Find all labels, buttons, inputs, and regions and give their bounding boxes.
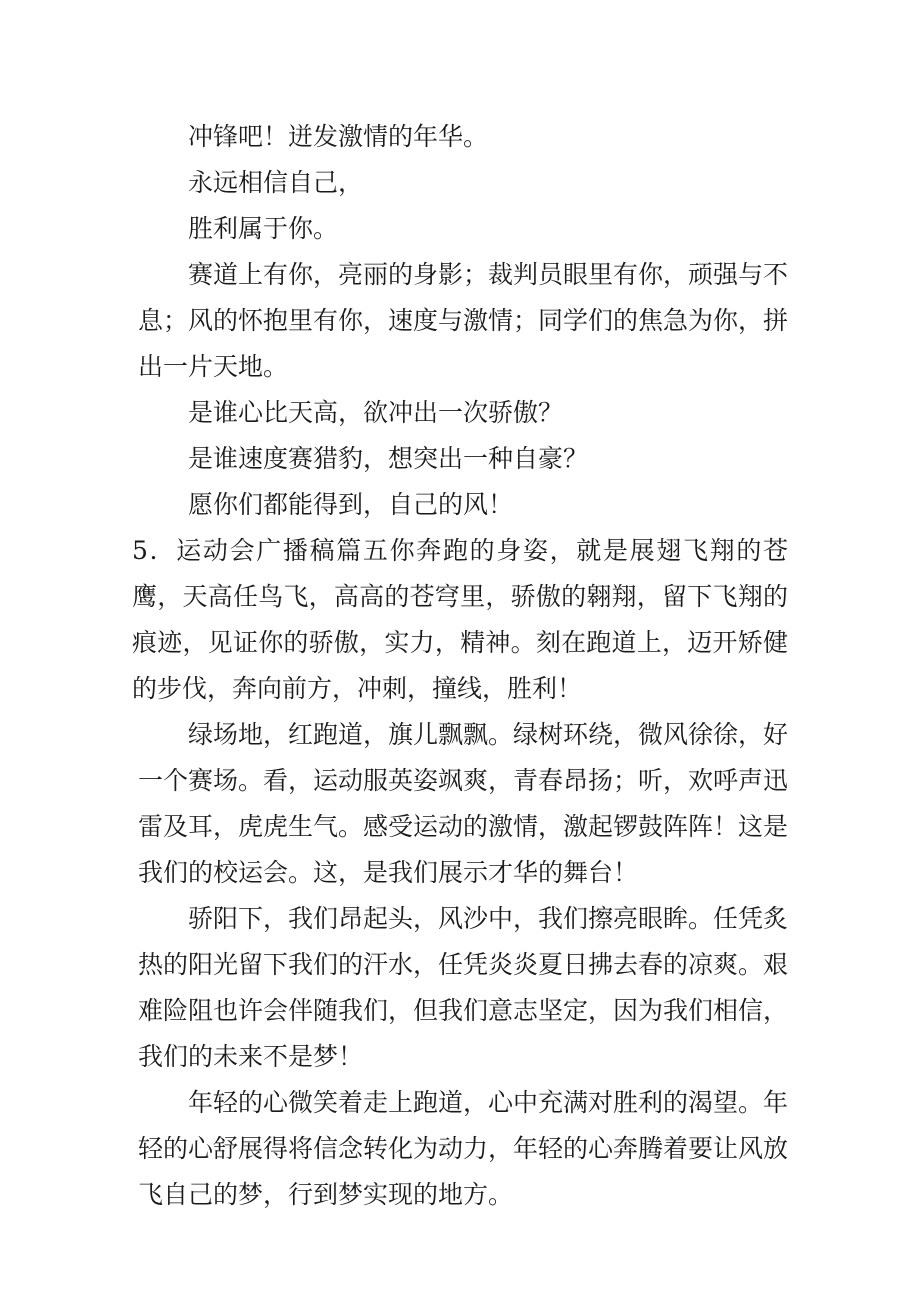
poem-line: 是谁心比天高，欲冲出一次骄傲？ bbox=[188, 398, 564, 427]
poem-line: 冲锋吧！迸发激情的年华。 bbox=[188, 122, 489, 151]
paragraph: 骄阳下，我们昂起头，风沙中，我们擦亮眼眸。任凭炙热的阳光留下我们的汗水，任凭炎炎夏日拂去春的凉爽。艰难险阻也许会伴随我们，但我们意志坚定，因为我们相信，我们的未来不是梦！ bbox=[138, 904, 789, 1071]
poem-line: 胜利属于你。 bbox=[188, 214, 339, 243]
poem-line: 愿你们都能得到，自己的风！ bbox=[188, 490, 514, 519]
poem-line: 永远相信自己， bbox=[188, 168, 364, 197]
poem-line: 是谁速度赛猎豹，想突出一种自豪？ bbox=[188, 444, 589, 473]
paragraph: 赛道上有你，亮丽的身影；裁判员眼里有你，顽强与不息；风的怀抱里有你，速度与激情；同学们的焦急为你，拼出一片天地。 bbox=[138, 260, 789, 381]
document-body bbox=[132, 114, 789, 1218]
paragraph: 绿场地，红跑道，旗儿飘飘。绿树环绕，微风徐徐，好一个赛场。看，运动服英姿飒爽，青春昂扬；听，欢呼声迅雷及耳，虎虎生气。感受运动的激情，激起锣鼓阵阵！这是我们的校运会。这，是我们展示才华的舞台！ bbox=[138, 720, 789, 887]
paragraph: 年轻的心微笑着走上跑道，心中充满对胜利的渴望。年轻的心舒展得将信念转化为动力，年轻的心奔腾着要让风放飞自己的梦，行到梦实现的地方。 bbox=[138, 1088, 789, 1209]
section-heading-paragraph: 5．运动会广播稿篇五你奔跑的身姿，就是展翅飞翔的苍鹰，天高任鸟飞，高高的苍穹里，骄傲的翱翔，留下飞翔的痕迹，见证你的骄傲，实力，精神。刻在跑道上，迈开矫健的步伐，奔向前方，冲刺，撞线，胜利！ bbox=[132, 536, 788, 703]
